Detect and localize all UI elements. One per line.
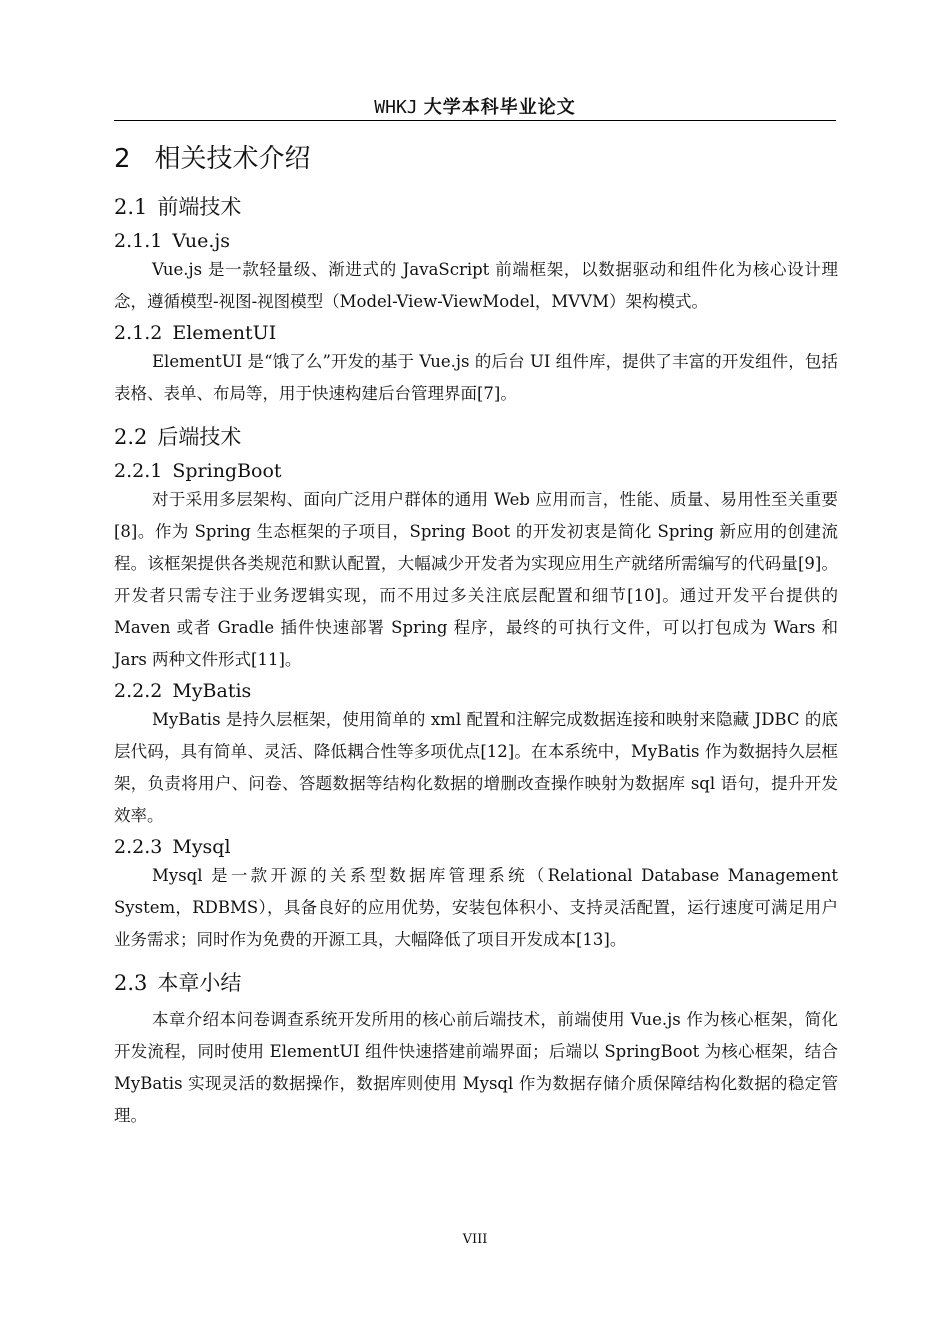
subsection-2-1-1	[114, 228, 838, 318]
header-thesis-label: 大学本科毕业论文	[423, 97, 576, 118]
section-title: 前端技术	[157, 195, 242, 219]
section-number: 2.1	[114, 195, 148, 219]
subsection-number: 2.1.1	[114, 230, 163, 252]
subsection-title: ElementUI	[172, 322, 277, 344]
subsection-2-2-3	[114, 834, 838, 956]
section-heading	[114, 192, 838, 222]
section-title: 本章小结	[157, 971, 242, 995]
subsection-heading	[114, 458, 838, 484]
subsection-heading	[114, 228, 838, 254]
chapter-number: 2	[114, 144, 131, 174]
subsection-title: MyBatis	[172, 680, 252, 702]
subsection-title: Mysql	[172, 836, 231, 858]
subsection-heading	[114, 678, 838, 704]
section-heading	[114, 968, 838, 998]
chapter-heading	[114, 140, 838, 178]
paragraph-mybatis: MyBatis 是持久层框架，使用简单的 xml 配置和注解完成数据连接和映射来隐藏 JDBC 的底层代码，具有简单、灵活、降低耦合性等多项优点[12]。在本系统中，MyBatis 作为数据持久层框架，负责将用户、问卷、答题数据等结构化数据的增删改查操作映射为数据库 sql 语句，提升开发效率。	[114, 710, 838, 825]
subsection-number: 2.2.3	[114, 836, 163, 858]
section-2-2	[114, 422, 838, 956]
paragraph-elementui: ElementUI 是“饿了么”开发的基于 Vue.js 的后台 UI 组件库，提供了丰富的开发组件，包括表格、表单、布局等，用于快速构建后台管理界面[7]。	[114, 352, 838, 403]
header-school-code: WHKJ	[374, 97, 418, 118]
section-2-3	[114, 968, 838, 1132]
section-number: 2.2	[114, 425, 148, 449]
paragraph-mysql: Mysql 是一款开源的关系型数据库管理系统（Relational Database Management System，RDBMS），具备良好的应用优势，安装包体积小、支持灵活配置，运行速度可满足用户业务需求；同时作为免费的开源工具，大幅降低了项目开发成本[13]。	[114, 866, 838, 949]
paragraph-summary: 本章介绍本问卷调查系统开发所用的核心前后端技术，前端使用 Vue.js 作为核心框架，简化开发流程，同时使用 ElementUI 组件快速搭建前端界面；后端以 SpringBoot 为核心框架，结合 MyBatis 实现灵活的数据操作，数据库则使用 Mysql 作为数据存储介质保障结构化数据的稳定管理。	[114, 1010, 838, 1125]
section-number: 2.3	[114, 971, 148, 995]
subsection-2-2-1	[114, 458, 838, 676]
subsection-2-1-2	[114, 320, 838, 410]
subsection-2-2-2	[114, 678, 838, 832]
subsection-number: 2.1.2	[114, 322, 163, 344]
subsection-heading	[114, 834, 838, 860]
section-title: 后端技术	[157, 425, 242, 449]
subsection-number: 2.2.1	[114, 460, 163, 482]
subsection-number: 2.2.2	[114, 680, 163, 702]
chapter-title: 相关技术介绍	[154, 144, 311, 174]
page-header	[114, 94, 836, 121]
subsection-heading	[114, 320, 838, 346]
page-content	[114, 140, 838, 1132]
section-heading	[114, 422, 838, 452]
section-2-1	[114, 192, 838, 410]
subsection-title: Vue.js	[172, 230, 231, 252]
paragraph-springboot: 对于采用多层架构、面向广泛用户群体的通用 Web 应用而言，性能、质量、易用性至关重要[8]。作为 Spring 生态框架的子项目，Spring Boot 的开发初衷是简化 Spring 新应用的创建流程。该框架提供各类规范和默认配置，大幅减少开发者为实现应用生产就绪所需编写的代码量[9]。开发者只需专注于业务逻辑实现，而不用过多关注底层配置和细节[10]。通过开发平台提供的 Maven 或者 Gradle 插件快速部署 Spring 程序，最终的可执行文件，可以打包成为 Wars 和 Jars 两种文件形式[11]。	[114, 490, 838, 669]
page-number: VIII	[462, 1232, 488, 1247]
paragraph-vuejs: Vue.js 是一款轻量级、渐进式的 JavaScript 前端框架，以数据驱动和组件化为核心设计理念，遵循模型-视图-视图模型（Model-View-ViewModel，MVVM）架构模式。	[114, 260, 838, 311]
subsection-title: SpringBoot	[172, 460, 282, 482]
